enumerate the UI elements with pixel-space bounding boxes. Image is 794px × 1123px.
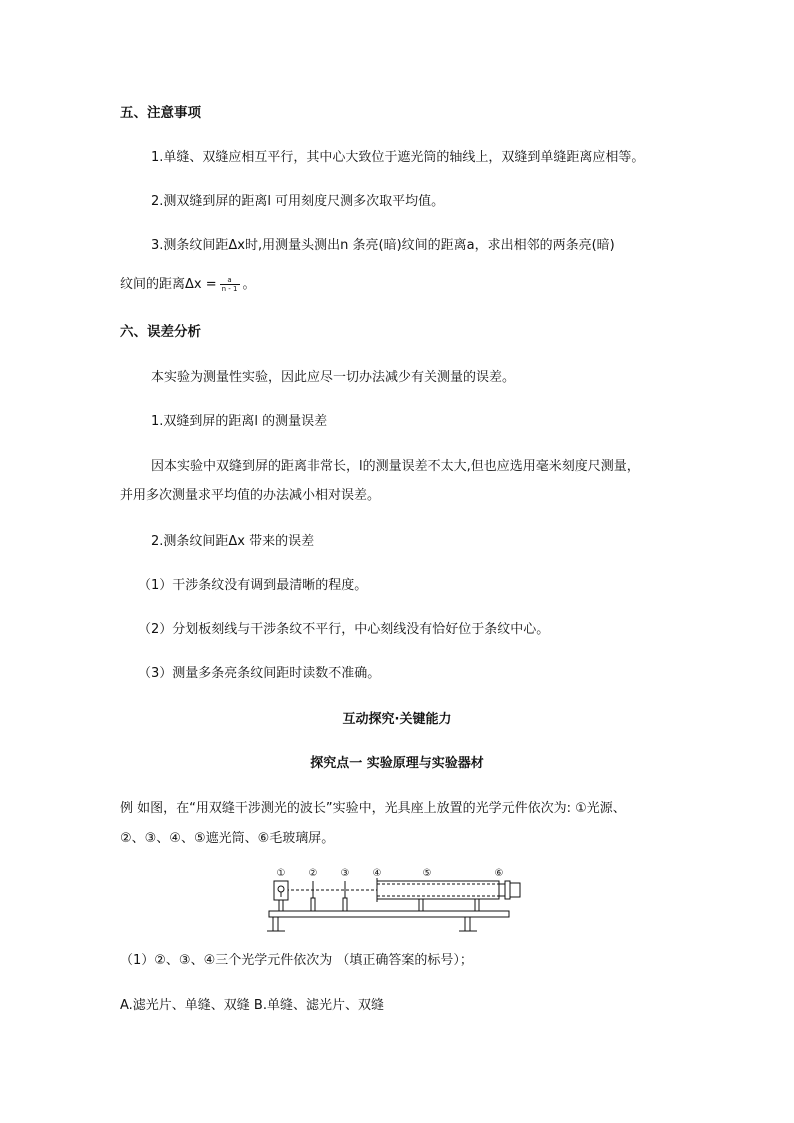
error-sub-1: 1.双缝到屏的距离l 的测量误差 [151, 414, 328, 429]
question-1: （1）②、③、④三个光学元件依次为 （填正确答案的标号）； [120, 953, 473, 968]
note-item-3-line2 [120, 276, 256, 294]
heading-error-analysis: 六、误差分析 [120, 324, 201, 340]
fraction-denominator: n - 1 [221, 285, 238, 293]
error-intro: 本实验为测量性实验，因此应尽一切办法减少有关测量的误差。 [151, 370, 516, 385]
label-6: ⑥ [494, 868, 504, 879]
heading-notes: 五、注意事项 [120, 105, 201, 121]
error-sub-2: 2.测条纹间距Δx 带来的误差 [151, 534, 315, 549]
example-line-1: 例 如图，在“用双缝干涉测光的波长”实验中，光具座上放置的光学元件依次为: ①光源、 [120, 801, 626, 816]
error-point-2: （2）分划板刻线与干涉条纹不平行，中心刻线没有恰好位于条纹中心。 [138, 622, 550, 637]
note-item-3-suffix: 。 [242, 277, 256, 292]
subsection-title: 探究点一 实验原理与实验器材 [310, 756, 484, 771]
fraction-numerator: a [220, 276, 240, 285]
note-item-3-line1: 3.测条纹间距Δx时,用测量头测出n 条亮(暗)纹间的距离a，求出相邻的两条亮(暗) [151, 238, 615, 253]
screen [499, 884, 505, 896]
note-item-2: 2.测双缝到屏的距离l 可用刻度尺测多次取平均值。 [151, 194, 445, 209]
label-5: ⑤ [422, 868, 432, 879]
error-point-1: （1）干涉条纹没有调到最清晰的程度。 [138, 578, 368, 593]
error-point-3: （3）测量多条亮条纹间距时读数不准确。 [138, 666, 381, 681]
label-1: ① [276, 868, 286, 879]
note-item-3-prefix: 纹间的距离Δx = [120, 277, 217, 292]
section-title: 互动探究·关键能力 [342, 712, 452, 727]
label-3: ③ [340, 868, 350, 879]
optical-bench-diagram [265, 866, 527, 936]
example-line-2: ②、③、④、⑤遮光筒、⑥毛玻璃屏。 [120, 831, 335, 846]
fraction [220, 276, 240, 293]
note-item-1: 1.单缝、双缝应相互平行，其中心大致位于遮光筒的轴线上，双缝到单缝距离应相等。 [151, 150, 645, 165]
label-4: ④ [372, 868, 382, 879]
label-2: ② [308, 868, 318, 879]
question-1-options: A.滤光片、单缝、双缝 B.单缝、滤光片、双缝 [120, 998, 384, 1013]
error-paragraph-line1: 因本实验中双缝到屏的距离非常长，l的测量误差不太大,但也应选用毫米刻度尺测量， [151, 459, 640, 474]
bench-rail [269, 911, 509, 917]
light-source [274, 881, 288, 900]
error-paragraph-line2: 并用多次测量求平均值的办法减小相对误差。 [120, 488, 381, 503]
